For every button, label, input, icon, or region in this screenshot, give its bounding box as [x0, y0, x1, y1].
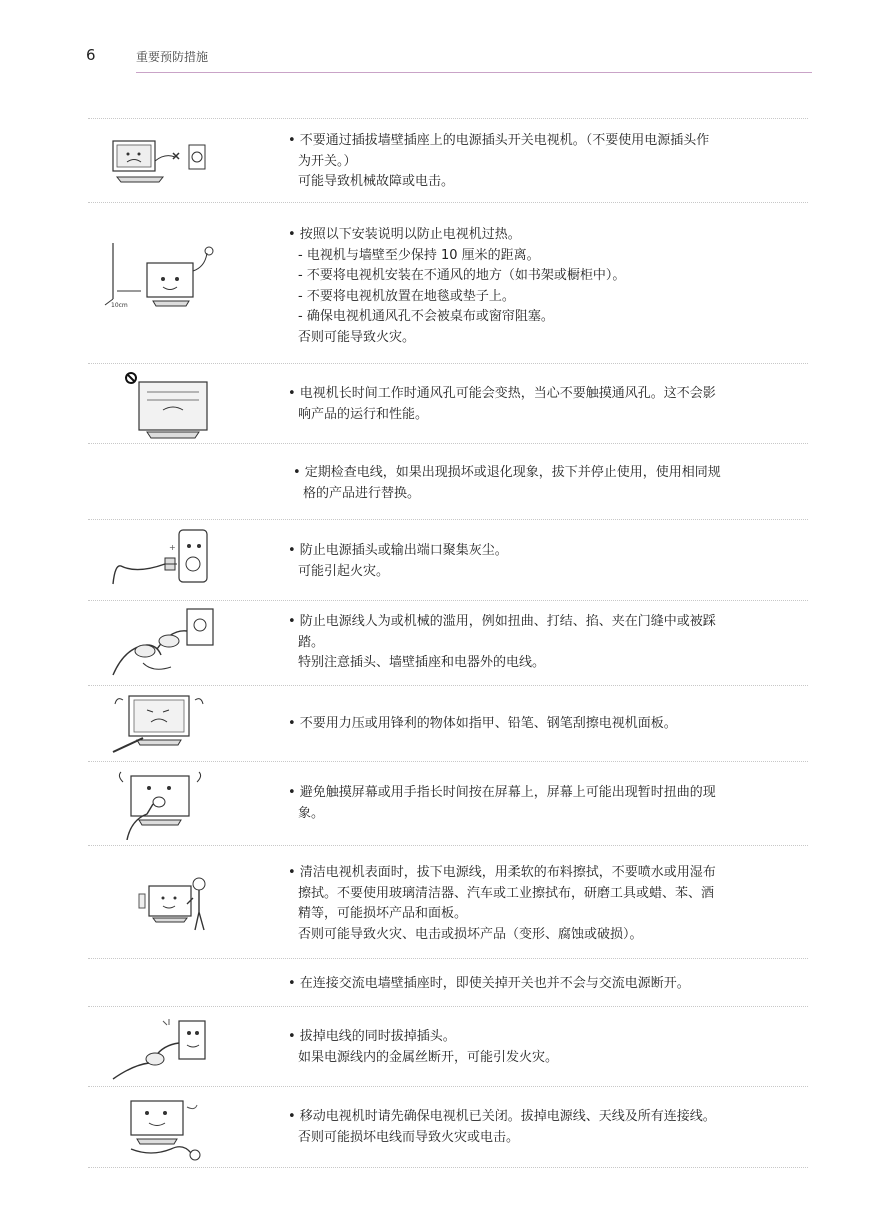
text-line: 格的产品进行替换。	[303, 485, 421, 501]
text-line: - 不要将电视机放置在地毯或垫子上。	[298, 288, 515, 304]
precaution-item-dust	[88, 519, 808, 601]
item-text	[288, 541, 788, 582]
tv-wall-distance-illustration	[103, 241, 213, 321]
text-line: • 不要通过插拔墙壁插座上的电源插头开关电视机。（不要使用电源插头作	[288, 133, 710, 148]
text-line: - 电视机与墙壁至少保持 10 厘米的距离。	[298, 247, 540, 263]
cord-abuse-illustration	[103, 605, 213, 681]
precaution-item-screen-touch	[88, 761, 808, 846]
text-line: • 避免触摸屏幕或用手指长时间按在屏幕上，屏幕上可能出现暂时扭曲的现	[288, 785, 716, 800]
tv-scratch-illustration	[103, 690, 213, 758]
text-line: • 电视机长时间工作时通风孔可能会变热，当心不要触摸通风孔。这不会影	[288, 386, 716, 401]
text-line: 特别注意插头、墙壁插座和电器外的电线。	[298, 655, 546, 670]
text-line: 否则可能损坏电线而导致火灾或电击。	[298, 1129, 520, 1145]
precaution-item-overheat	[88, 202, 808, 364]
unplug-hand-illustration	[103, 1013, 213, 1083]
text-line: 擦拭。不要使用玻璃清洁器、汽车或工业擦拭布，研磨工具或蜡、苯、酒	[298, 885, 715, 901]
text-line: • 定期检查电线，如果出现损坏或退化现象，拔下并停止使用，使用相同规	[293, 465, 721, 480]
item-text	[288, 1107, 788, 1148]
item-text	[288, 612, 788, 674]
text-line: 否则可能导致火灾。	[298, 329, 416, 345]
item-text	[288, 384, 788, 425]
text-line: - 确保电视机通风孔不会被桌布或窗帘阻塞。	[298, 309, 554, 324]
text-line: 踏。	[298, 634, 325, 650]
text-line: • 按照以下安装说明以防止电视机过热。	[288, 227, 521, 242]
tv-moving-illustration	[103, 1093, 213, 1165]
text-line: • 防止电源线人为或机械的滥用，例如扭曲、打结、掐、夹在门缝中或被踩	[288, 614, 716, 629]
tv-touch-illustration	[103, 768, 213, 840]
precaution-item-power-plug-switch	[88, 118, 808, 203]
text-line: 可能引起火灾。	[298, 563, 390, 579]
item-text	[288, 131, 788, 193]
text-line: • 移动电视机时请先确保电视机已关闭。拔掉电源线、天线及所有连接线。	[288, 1109, 716, 1124]
text-line: 可能导致机械故障或电击。	[298, 174, 455, 189]
text-line: 为开关。）	[298, 153, 357, 169]
text-line: 精等，可能损坏产品和面板。	[298, 906, 468, 921]
plug-dust-illustration	[103, 524, 213, 596]
precaution-item-cord-check	[88, 443, 808, 520]
section-title: 重要预防措施	[136, 50, 209, 64]
page-number: 6	[86, 46, 96, 64]
precaution-item-vent-heat	[88, 363, 808, 444]
precaution-item-cord-abuse	[88, 600, 808, 686]
text-line: - 不要将电视机安装在不通风的地方（如书架或橱柜中）。	[298, 268, 626, 283]
text-line: 响产品的运行和性能。	[298, 406, 429, 422]
item-text	[288, 714, 788, 735]
text-line: • 不要用力压或用锋利的物体如指甲、铅笔、钢笔刮擦电视机面板。	[288, 716, 677, 731]
item-text	[293, 463, 793, 504]
item-text	[288, 1027, 788, 1068]
text-line: 如果电源线内的金属丝断开，可能引发火灾。	[298, 1049, 559, 1065]
distance-label: 10cm	[111, 302, 128, 309]
tv-unplug-illustration	[103, 131, 213, 191]
text-line: 否则可能导致火灾、电击或损坏产品（变形、腐蚀或破损）。	[298, 926, 643, 942]
text-line: • 在连接交流电墙壁插座时，即使关掉开关也并不会与交流电源断开。	[288, 976, 690, 991]
text-line: • 拔掉电线的同时拔掉插头。	[288, 1029, 456, 1044]
item-text	[288, 783, 788, 824]
precaution-item-scratch	[88, 685, 808, 762]
item-text	[288, 863, 788, 945]
text-line: 象。	[298, 805, 325, 821]
tv-cleaning-illustration	[103, 870, 213, 942]
precaution-item-unplug	[88, 1006, 808, 1087]
precaution-item-ac-disconnect	[88, 958, 808, 1007]
precaution-item-cleaning	[88, 845, 808, 959]
precaution-item-moving	[88, 1086, 808, 1168]
item-text	[288, 974, 788, 995]
text-line: • 防止电源插头或输出端口聚集灰尘。	[288, 543, 508, 558]
header-divider	[136, 72, 812, 73]
tv-vent-illustration	[103, 370, 213, 442]
svg-text:+: +	[169, 543, 176, 552]
text-line: • 清洁电视机表面时，拔下电源线，用柔软的布料擦拭，不要喷水或用湿布	[288, 865, 716, 880]
item-text	[288, 225, 788, 348]
